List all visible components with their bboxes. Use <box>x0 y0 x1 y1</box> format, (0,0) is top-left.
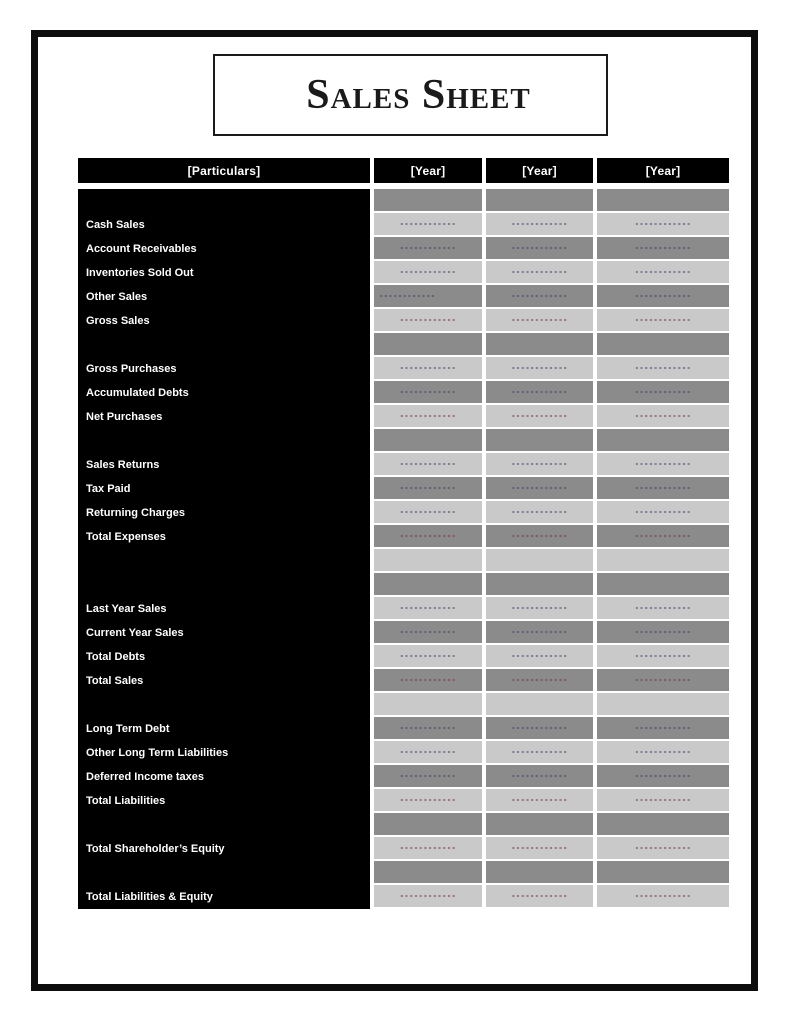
year-value-cell-2[interactable] <box>486 309 593 333</box>
year-value-cell-1[interactable] <box>374 669 482 693</box>
row-label: Last Year Sales <box>78 597 370 621</box>
year-value-cell-3[interactable] <box>597 669 729 693</box>
year-value-cell-2 <box>486 189 593 213</box>
year-value-cell-1[interactable] <box>374 597 482 621</box>
sales-table <box>78 158 729 909</box>
table-row <box>78 645 729 669</box>
table-row <box>78 429 729 453</box>
placeholder-dashes: ------------ <box>511 628 568 636</box>
table-header-row <box>78 158 729 183</box>
year-value-cell-3[interactable] <box>597 213 729 237</box>
placeholder-dashes: ------------ <box>511 460 568 468</box>
year-value-cell-3[interactable] <box>597 789 729 813</box>
year-value-cell-3[interactable] <box>597 525 729 549</box>
placeholder-dashes: ------------ <box>634 388 692 396</box>
row-label: Gross Sales <box>78 309 370 333</box>
placeholder-dashes: ------------ <box>511 388 568 396</box>
placeholder-dashes: ------------ <box>511 292 568 300</box>
year-value-cell-3[interactable] <box>597 501 729 525</box>
row-label: Total Liabilities & Equity <box>78 885 370 909</box>
row-label: Total Sales <box>78 669 370 693</box>
year-value-cell-2[interactable] <box>486 501 593 525</box>
table-row <box>78 453 729 477</box>
year-value-cell-3[interactable] <box>597 741 729 765</box>
placeholder-dashes: ------------ <box>399 316 457 324</box>
year-value-cell-2 <box>486 813 593 837</box>
placeholder-dashes: ------------ <box>634 484 692 492</box>
header-cell-particulars: [Particulars] <box>78 158 370 183</box>
placeholder-dashes: ------------ <box>511 724 568 732</box>
row-label: Total Liabilities <box>78 789 370 813</box>
placeholder-dashes: ------------ <box>511 412 568 420</box>
placeholder-dashes: ------------ <box>634 220 692 228</box>
header-cell-year-3: [Year] <box>597 158 729 183</box>
year-value-cell-3[interactable] <box>597 621 729 645</box>
year-value-cell-1[interactable] <box>374 261 482 285</box>
year-value-cell-2[interactable] <box>486 885 593 909</box>
placeholder-dashes: ------------ <box>511 604 568 612</box>
row-label <box>78 693 370 717</box>
row-label: Sales Returns <box>78 453 370 477</box>
row-label: Long Term Debt <box>78 717 370 741</box>
row-label: Account Receivables <box>78 237 370 261</box>
placeholder-dashes: ------------ <box>379 292 436 300</box>
year-value-cell-2[interactable] <box>486 789 593 813</box>
year-value-cell-2 <box>486 573 593 597</box>
placeholder-dashes: ------------ <box>511 796 568 804</box>
year-value-cell-1[interactable] <box>374 525 482 549</box>
placeholder-dashes: ------------ <box>399 676 457 684</box>
year-value-cell-1 <box>374 189 482 213</box>
placeholder-dashes: ------------ <box>399 772 457 780</box>
placeholder-dashes: ------------ <box>634 652 692 660</box>
placeholder-dashes: ------------ <box>634 844 692 852</box>
year-value-cell-1[interactable] <box>374 285 482 309</box>
table-row <box>78 693 729 717</box>
table-row <box>78 213 729 237</box>
placeholder-dashes: ------------ <box>399 892 457 900</box>
year-value-cell-3[interactable] <box>597 357 729 381</box>
year-value-cell-1 <box>374 813 482 837</box>
year-value-cell-2[interactable] <box>486 285 593 309</box>
year-value-cell-1[interactable] <box>374 621 482 645</box>
table-row <box>78 789 729 813</box>
year-value-cell-1[interactable] <box>374 213 482 237</box>
year-value-cell-2[interactable] <box>486 213 593 237</box>
year-value-cell-3[interactable] <box>597 453 729 477</box>
placeholder-dashes: ------------ <box>399 412 457 420</box>
placeholder-dashes: ------------ <box>511 532 568 540</box>
table-row <box>78 309 729 333</box>
row-label <box>78 861 370 885</box>
row-label <box>78 573 370 597</box>
year-value-cell-1 <box>374 549 482 573</box>
year-value-cell-1[interactable] <box>374 717 482 741</box>
year-value-cell-1 <box>374 333 482 357</box>
year-value-cell-2[interactable] <box>486 837 593 861</box>
row-label: Current Year Sales <box>78 621 370 645</box>
placeholder-dashes: ------------ <box>634 724 692 732</box>
placeholder-dashes: ------------ <box>511 652 568 660</box>
year-value-cell-3 <box>597 333 729 357</box>
table-row <box>78 885 729 909</box>
table-row <box>78 669 729 693</box>
placeholder-dashes: ------------ <box>399 652 457 660</box>
placeholder-dashes: ------------ <box>399 220 457 228</box>
table-row <box>78 333 729 357</box>
table-row <box>78 477 729 501</box>
placeholder-dashes: ------------ <box>399 460 457 468</box>
placeholder-dashes: ------------ <box>511 892 568 900</box>
year-value-cell-2 <box>486 429 593 453</box>
placeholder-dashes: ------------ <box>634 892 692 900</box>
placeholder-dashes: ------------ <box>634 268 692 276</box>
row-label <box>78 333 370 357</box>
table-row <box>78 741 729 765</box>
placeholder-dashes: ------------ <box>634 796 692 804</box>
placeholder-dashes: ------------ <box>634 292 692 300</box>
year-value-cell-2[interactable] <box>486 765 593 789</box>
table-body <box>78 189 729 909</box>
table-row <box>78 597 729 621</box>
row-label: Deferred Income taxes <box>78 765 370 789</box>
table-row <box>78 261 729 285</box>
placeholder-dashes: ------------ <box>399 388 457 396</box>
table-row <box>78 861 729 885</box>
placeholder-dashes: ------------ <box>399 364 457 372</box>
year-value-cell-3 <box>597 861 729 885</box>
table-row <box>78 765 729 789</box>
placeholder-dashes: ------------ <box>511 772 568 780</box>
year-value-cell-1[interactable] <box>374 357 482 381</box>
table-row <box>78 837 729 861</box>
table-row <box>78 813 729 837</box>
year-value-cell-1[interactable] <box>374 381 482 405</box>
year-value-cell-2[interactable] <box>486 477 593 501</box>
year-value-cell-3 <box>597 813 729 837</box>
year-value-cell-1[interactable] <box>374 405 482 429</box>
year-value-cell-1[interactable] <box>374 237 482 261</box>
year-value-cell-2[interactable] <box>486 261 593 285</box>
year-value-cell-2[interactable] <box>486 357 593 381</box>
year-value-cell-1 <box>374 861 482 885</box>
year-value-cell-3 <box>597 549 729 573</box>
year-value-cell-3[interactable] <box>597 765 729 789</box>
year-value-cell-1[interactable] <box>374 837 482 861</box>
year-value-cell-2[interactable] <box>486 669 593 693</box>
year-value-cell-1[interactable] <box>374 765 482 789</box>
placeholder-dashes: ------------ <box>511 844 568 852</box>
placeholder-dashes: ------------ <box>634 628 692 636</box>
table-row <box>78 357 729 381</box>
year-value-cell-2[interactable] <box>486 525 593 549</box>
year-value-cell-2[interactable] <box>486 597 593 621</box>
placeholder-dashes: ------------ <box>399 244 457 252</box>
year-value-cell-3[interactable] <box>597 645 729 669</box>
row-label: Returning Charges <box>78 501 370 525</box>
year-value-cell-1[interactable] <box>374 477 482 501</box>
row-label: Inventories Sold Out <box>78 261 370 285</box>
placeholder-dashes: ------------ <box>399 724 457 732</box>
placeholder-dashes: ------------ <box>511 244 568 252</box>
placeholder-dashes: ------------ <box>399 268 457 276</box>
header-cell-year-2: [Year] <box>486 158 593 183</box>
row-label: Other Sales <box>78 285 370 309</box>
placeholder-dashes: ------------ <box>634 604 692 612</box>
placeholder-dashes: ------------ <box>634 772 692 780</box>
table-row <box>78 189 729 213</box>
year-value-cell-1 <box>374 573 482 597</box>
year-value-cell-2 <box>486 333 593 357</box>
placeholder-dashes: ------------ <box>511 676 568 684</box>
placeholder-dashes: ------------ <box>399 796 457 804</box>
year-value-cell-2 <box>486 693 593 717</box>
row-label: Total Shareholder’s Equity <box>78 837 370 861</box>
row-label: Total Debts <box>78 645 370 669</box>
year-value-cell-3[interactable] <box>597 477 729 501</box>
year-value-cell-2[interactable] <box>486 621 593 645</box>
placeholder-dashes: ------------ <box>399 532 457 540</box>
table-row <box>78 717 729 741</box>
table-row <box>78 237 729 261</box>
year-value-cell-1[interactable] <box>374 885 482 909</box>
row-label <box>78 429 370 453</box>
year-value-cell-3[interactable] <box>597 237 729 261</box>
year-value-cell-1[interactable] <box>374 501 482 525</box>
year-value-cell-3[interactable] <box>597 597 729 621</box>
year-value-cell-3[interactable] <box>597 309 729 333</box>
placeholder-dashes: ------------ <box>399 844 457 852</box>
placeholder-dashes: ------------ <box>511 220 568 228</box>
year-value-cell-2[interactable] <box>486 645 593 669</box>
year-value-cell-1[interactable] <box>374 453 482 477</box>
year-value-cell-1[interactable] <box>374 645 482 669</box>
placeholder-dashes: ------------ <box>399 484 457 492</box>
table-row <box>78 549 729 573</box>
year-value-cell-3 <box>597 573 729 597</box>
placeholder-dashes: ------------ <box>511 508 568 516</box>
year-value-cell-2[interactable] <box>486 405 593 429</box>
year-value-cell-1[interactable] <box>374 789 482 813</box>
year-value-cell-3[interactable] <box>597 285 729 309</box>
year-value-cell-2 <box>486 549 593 573</box>
row-label: Cash Sales <box>78 213 370 237</box>
year-value-cell-1 <box>374 429 482 453</box>
placeholder-dashes: ------------ <box>399 508 457 516</box>
row-label: Gross Purchases <box>78 357 370 381</box>
table-row <box>78 285 729 309</box>
placeholder-dashes: ------------ <box>634 460 692 468</box>
year-value-cell-1 <box>374 693 482 717</box>
placeholder-dashes: ------------ <box>511 484 568 492</box>
year-value-cell-2[interactable] <box>486 381 593 405</box>
table-row <box>78 405 729 429</box>
row-label: Total Expenses <box>78 525 370 549</box>
placeholder-dashes: ------------ <box>634 316 692 324</box>
row-label <box>78 549 370 573</box>
year-value-cell-3 <box>597 189 729 213</box>
row-label <box>78 813 370 837</box>
placeholder-dashes: ------------ <box>511 364 568 372</box>
row-label: Other Long Term Liabilities <box>78 741 370 765</box>
year-value-cell-3[interactable] <box>597 717 729 741</box>
year-value-cell-3[interactable] <box>597 381 729 405</box>
placeholder-dashes: ------------ <box>399 604 457 612</box>
placeholder-dashes: ------------ <box>634 748 692 756</box>
placeholder-dashes: ------------ <box>634 532 692 540</box>
year-value-cell-3 <box>597 429 729 453</box>
title-box <box>213 54 608 136</box>
placeholder-dashes: ------------ <box>634 412 692 420</box>
year-value-cell-2 <box>486 861 593 885</box>
year-value-cell-2[interactable] <box>486 453 593 477</box>
year-value-cell-3[interactable] <box>597 261 729 285</box>
year-value-cell-2[interactable] <box>486 237 593 261</box>
row-label: Accumulated Debts <box>78 381 370 405</box>
placeholder-dashes: ------------ <box>399 748 457 756</box>
row-label: Net Purchases <box>78 405 370 429</box>
page-title: Sales Sheet <box>306 72 531 118</box>
year-value-cell-1[interactable] <box>374 309 482 333</box>
placeholder-dashes: ------------ <box>511 748 568 756</box>
year-value-cell-2[interactable] <box>486 717 593 741</box>
table-row <box>78 381 729 405</box>
header-cell-year-1: [Year] <box>374 158 482 183</box>
table-row <box>78 573 729 597</box>
table-row <box>78 525 729 549</box>
row-label: Tax Paid <box>78 477 370 501</box>
placeholder-dashes: ------------ <box>634 244 692 252</box>
table-row <box>78 501 729 525</box>
table-row <box>78 621 729 645</box>
placeholder-dashes: ------------ <box>634 676 692 684</box>
placeholder-dashes: ------------ <box>634 508 692 516</box>
year-value-cell-1[interactable] <box>374 741 482 765</box>
year-value-cell-2[interactable] <box>486 741 593 765</box>
year-value-cell-3[interactable] <box>597 885 729 909</box>
year-value-cell-3[interactable] <box>597 837 729 861</box>
year-value-cell-3[interactable] <box>597 405 729 429</box>
placeholder-dashes: ------------ <box>634 364 692 372</box>
placeholder-dashes: ------------ <box>399 628 457 636</box>
placeholder-dashes: ------------ <box>511 268 568 276</box>
row-label <box>78 189 370 213</box>
year-value-cell-3 <box>597 693 729 717</box>
placeholder-dashes: ------------ <box>511 316 568 324</box>
